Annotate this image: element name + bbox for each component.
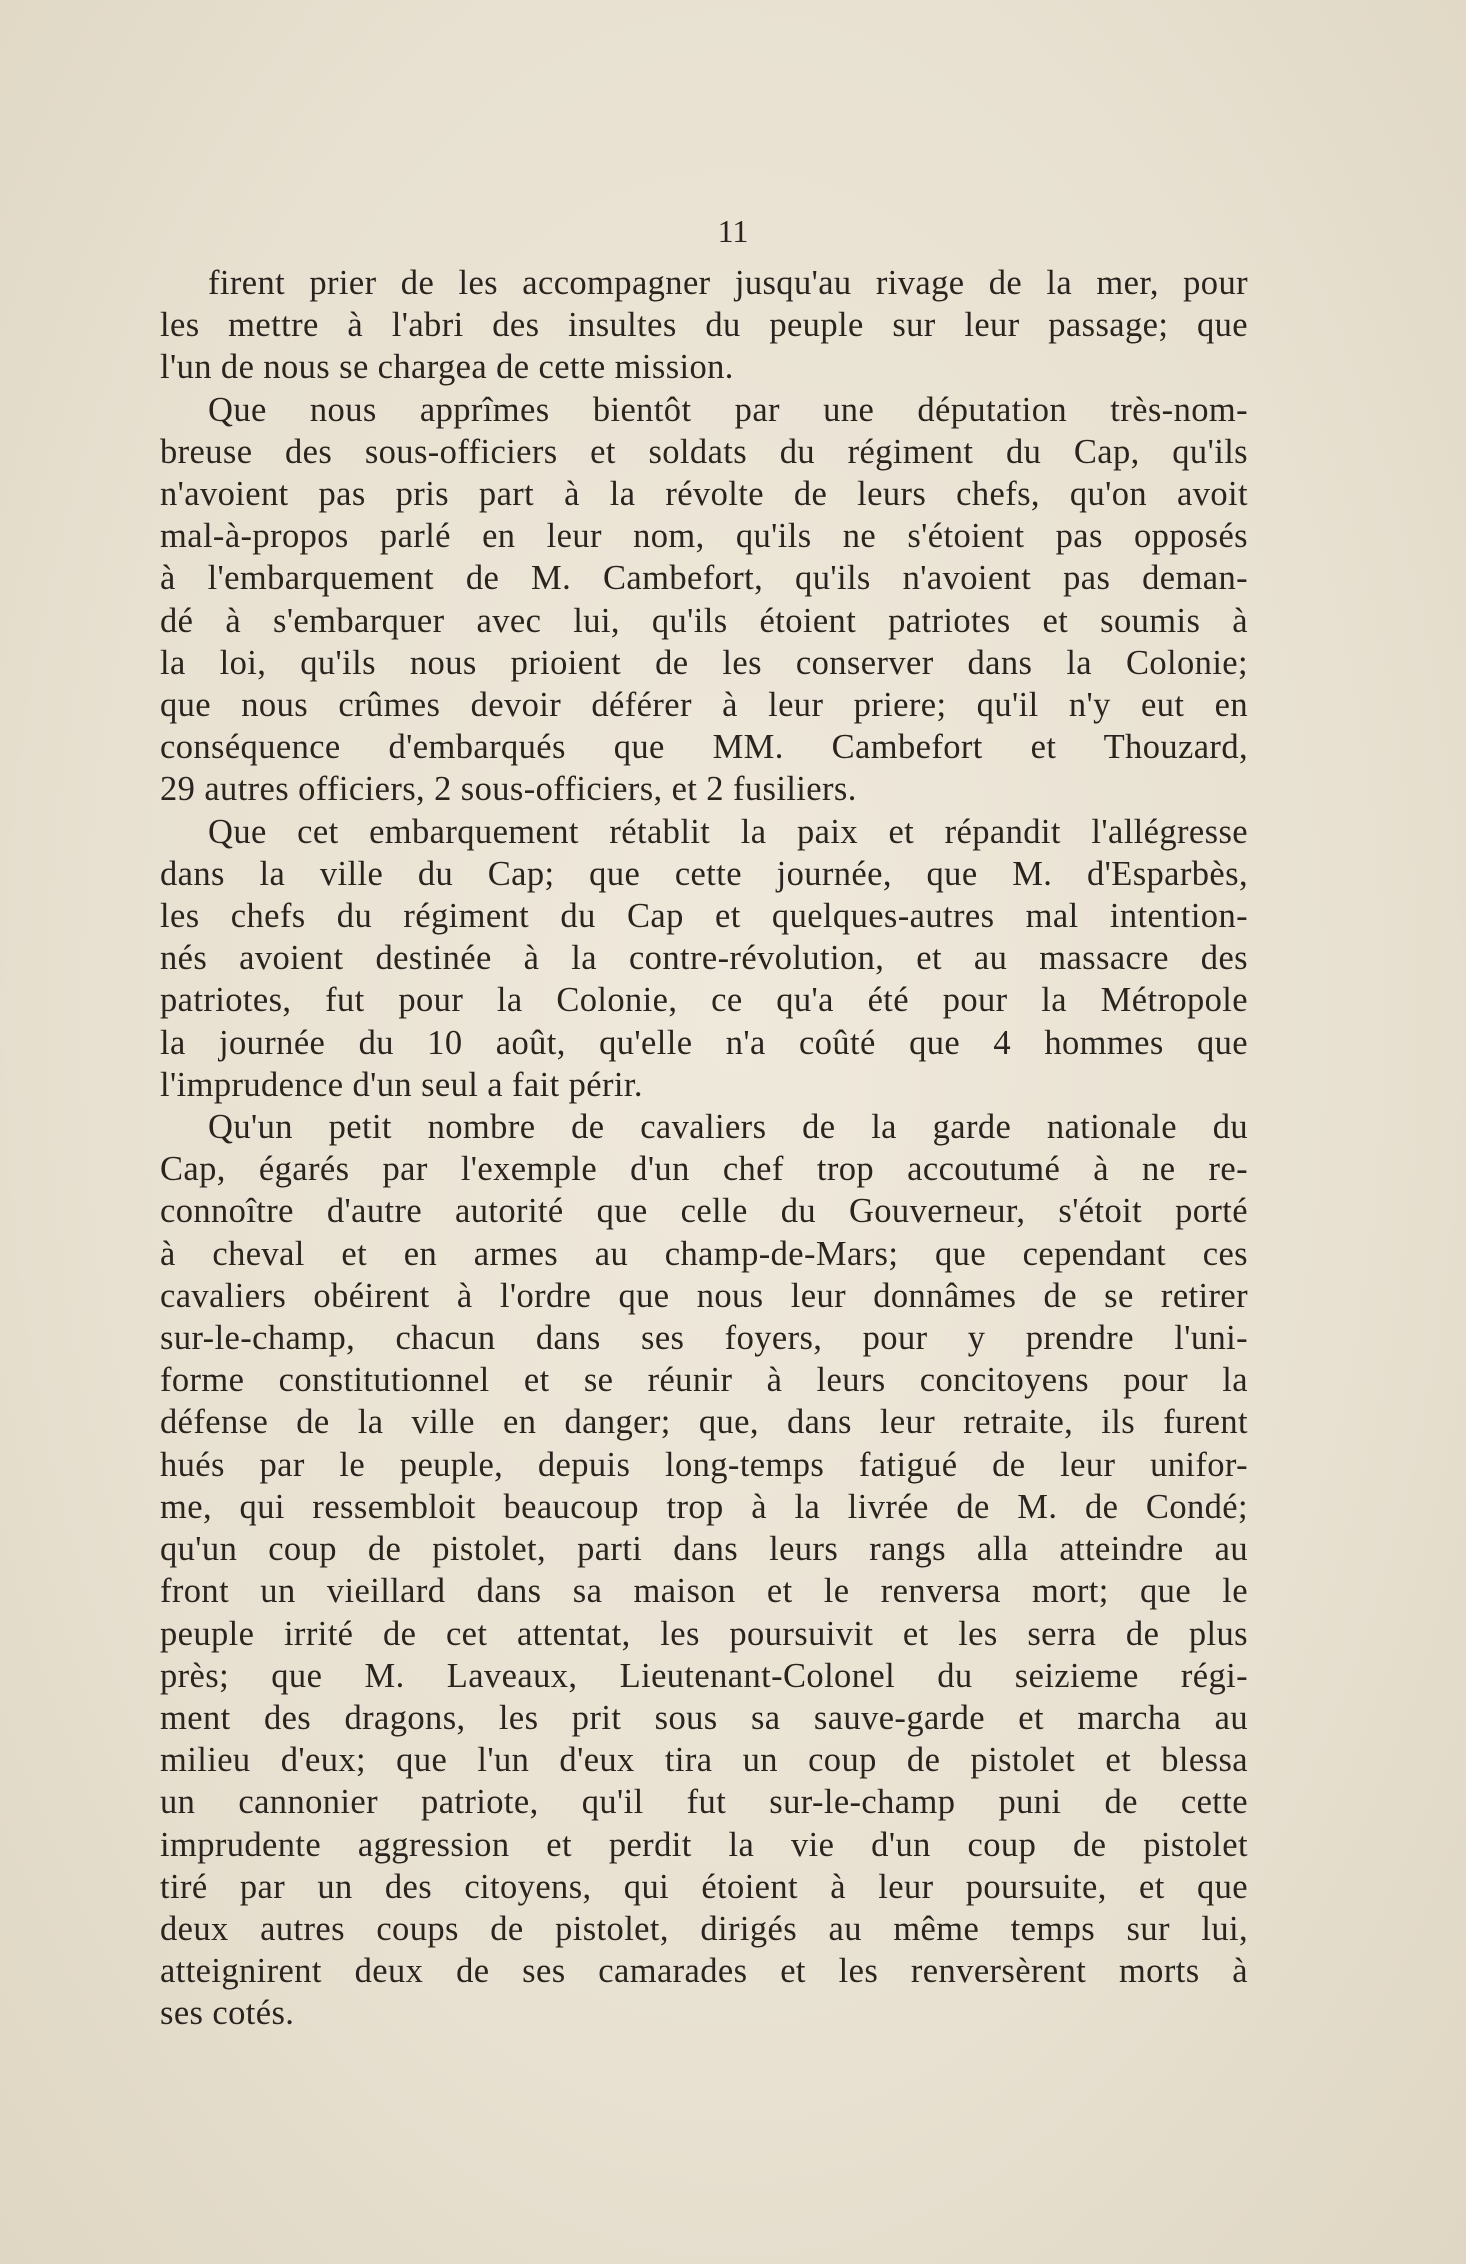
- text-line: la journée du 10 août, qu'elle n'a coûté que 4 hommes que: [160, 1023, 1248, 1062]
- paragraph: [160, 262, 1248, 389]
- text-line: près; que M. Laveaux, Lieutenant-Colonel du seizieme régi-: [160, 1656, 1248, 1695]
- text-line: Qu'un petit nombre de cavaliers de la garde nationale du: [208, 1108, 1248, 1147]
- text-line: Cap, égarés par l'exemple d'un chef trop accoutumé à ne re-: [160, 1150, 1248, 1189]
- text-line: breuse des sous-officiers et soldats du régiment du Cap, qu'ils: [160, 432, 1248, 471]
- text-line: tiré par un des citoyens, qui étoient à leur poursuite, et que: [160, 1867, 1248, 1906]
- text-line: la loi, qu'ils nous prioient de les conserver dans la Colonie;: [160, 643, 1248, 682]
- text-line: peuple irrité de cet attentat, les poursuivit et les serra de plus: [160, 1614, 1248, 1653]
- text-line: hués par le peuple, depuis long-temps fatigué de leur unifor-: [160, 1445, 1248, 1484]
- text-line: dé à s'embarquer avec lui, qu'ils étoient patriotes et soumis à: [160, 601, 1248, 640]
- text-line: Que cet embarquement rétablit la paix et répandit l'allégresse: [208, 812, 1248, 851]
- text-line: 29 autres officiers, 2 sous-officiers, et 2 fusiliers.: [160, 770, 857, 809]
- text-line: atteignirent deux de ses camarades et les renversèrent morts à: [160, 1952, 1248, 1991]
- text-line: Que nous apprîmes bientôt par une députation très-nom-: [208, 390, 1248, 429]
- text-line: un cannonier patriote, qu'il fut sur-le-champ puni de cette: [160, 1783, 1248, 1822]
- text-line: patriotes, fut pour la Colonie, ce qu'a été pour la Métropole: [160, 981, 1248, 1020]
- body-text: [160, 262, 1248, 2035]
- text-line: défense de la ville en danger; que, dans leur retraite, ils furent: [160, 1403, 1248, 1442]
- paragraph: [160, 811, 1248, 1106]
- paragraph: [160, 389, 1248, 811]
- text-line: conséquence d'embarqués que MM. Cambefort et Thouzard,: [160, 728, 1248, 767]
- text-line: à cheval et en armes au champ-de-Mars; que cependant ces: [160, 1234, 1248, 1273]
- paragraph: [160, 1106, 1248, 2034]
- text-line: l'un de nous se chargea de cette mission.: [160, 348, 734, 387]
- text-line: front un vieillard dans sa maison et le renversa mort; que le: [160, 1572, 1248, 1611]
- text-line: deux autres coups de pistolet, dirigés au même temps sur lui,: [160, 1909, 1248, 1948]
- text-line: me, qui ressembloit beaucoup trop à la livrée de M. de Condé;: [160, 1487, 1248, 1526]
- text-line: les mettre à l'abri des insultes du peuple sur leur passage; que: [160, 306, 1248, 345]
- text-line: dans la ville du Cap; que cette journée, que M. d'Esparbès,: [160, 854, 1248, 893]
- text-line: à l'embarquement de M. Cambefort, qu'ils n'avoient pas deman-: [160, 559, 1248, 598]
- text-line: cavaliers obéirent à l'ordre que nous leur donnâmes de se retirer: [160, 1276, 1248, 1315]
- text-line: milieu d'eux; que l'un d'eux tira un coup de pistolet et blessa: [160, 1741, 1248, 1780]
- text-line: que nous crûmes devoir déférer à leur priere; qu'il n'y eut en: [160, 686, 1248, 725]
- text-line: qu'un coup de pistolet, parti dans leurs rangs alla atteindre au: [160, 1530, 1248, 1569]
- text-line: mal-à-propos parlé en leur nom, qu'ils ne s'étoient pas opposés: [160, 517, 1248, 556]
- text-line: firent prier de les accompagner jusqu'au rivage de la mer, pour: [208, 264, 1248, 302]
- text-line: forme constitutionnel et se réunir à leurs concitoyens pour la: [160, 1361, 1248, 1400]
- text-line: n'avoient pas pris part à la révolte de leurs chefs, qu'on avoit: [160, 475, 1248, 514]
- text-line: l'imprudence d'un seul a fait périr.: [160, 1065, 643, 1104]
- text-line: ment des dragons, les prit sous sa sauve-garde et marcha au: [160, 1698, 1248, 1737]
- text-line: connoître d'autre autorité que celle du Gouverneur, s'étoit porté: [160, 1192, 1248, 1231]
- text-line: les chefs du régiment du Cap et quelques-autres mal intention-: [160, 897, 1248, 936]
- text-line: imprudente aggression et perdit la vie d'un coup de pistolet: [160, 1825, 1248, 1864]
- text-line: ses cotés.: [160, 1994, 295, 2033]
- page-number: 11: [717, 213, 749, 249]
- text-line: nés avoient destinée à la contre-révolution, et au massacre des: [160, 939, 1248, 978]
- text-line: sur-le-champ, chacun dans ses foyers, pour y prendre l'uni-: [160, 1319, 1248, 1358]
